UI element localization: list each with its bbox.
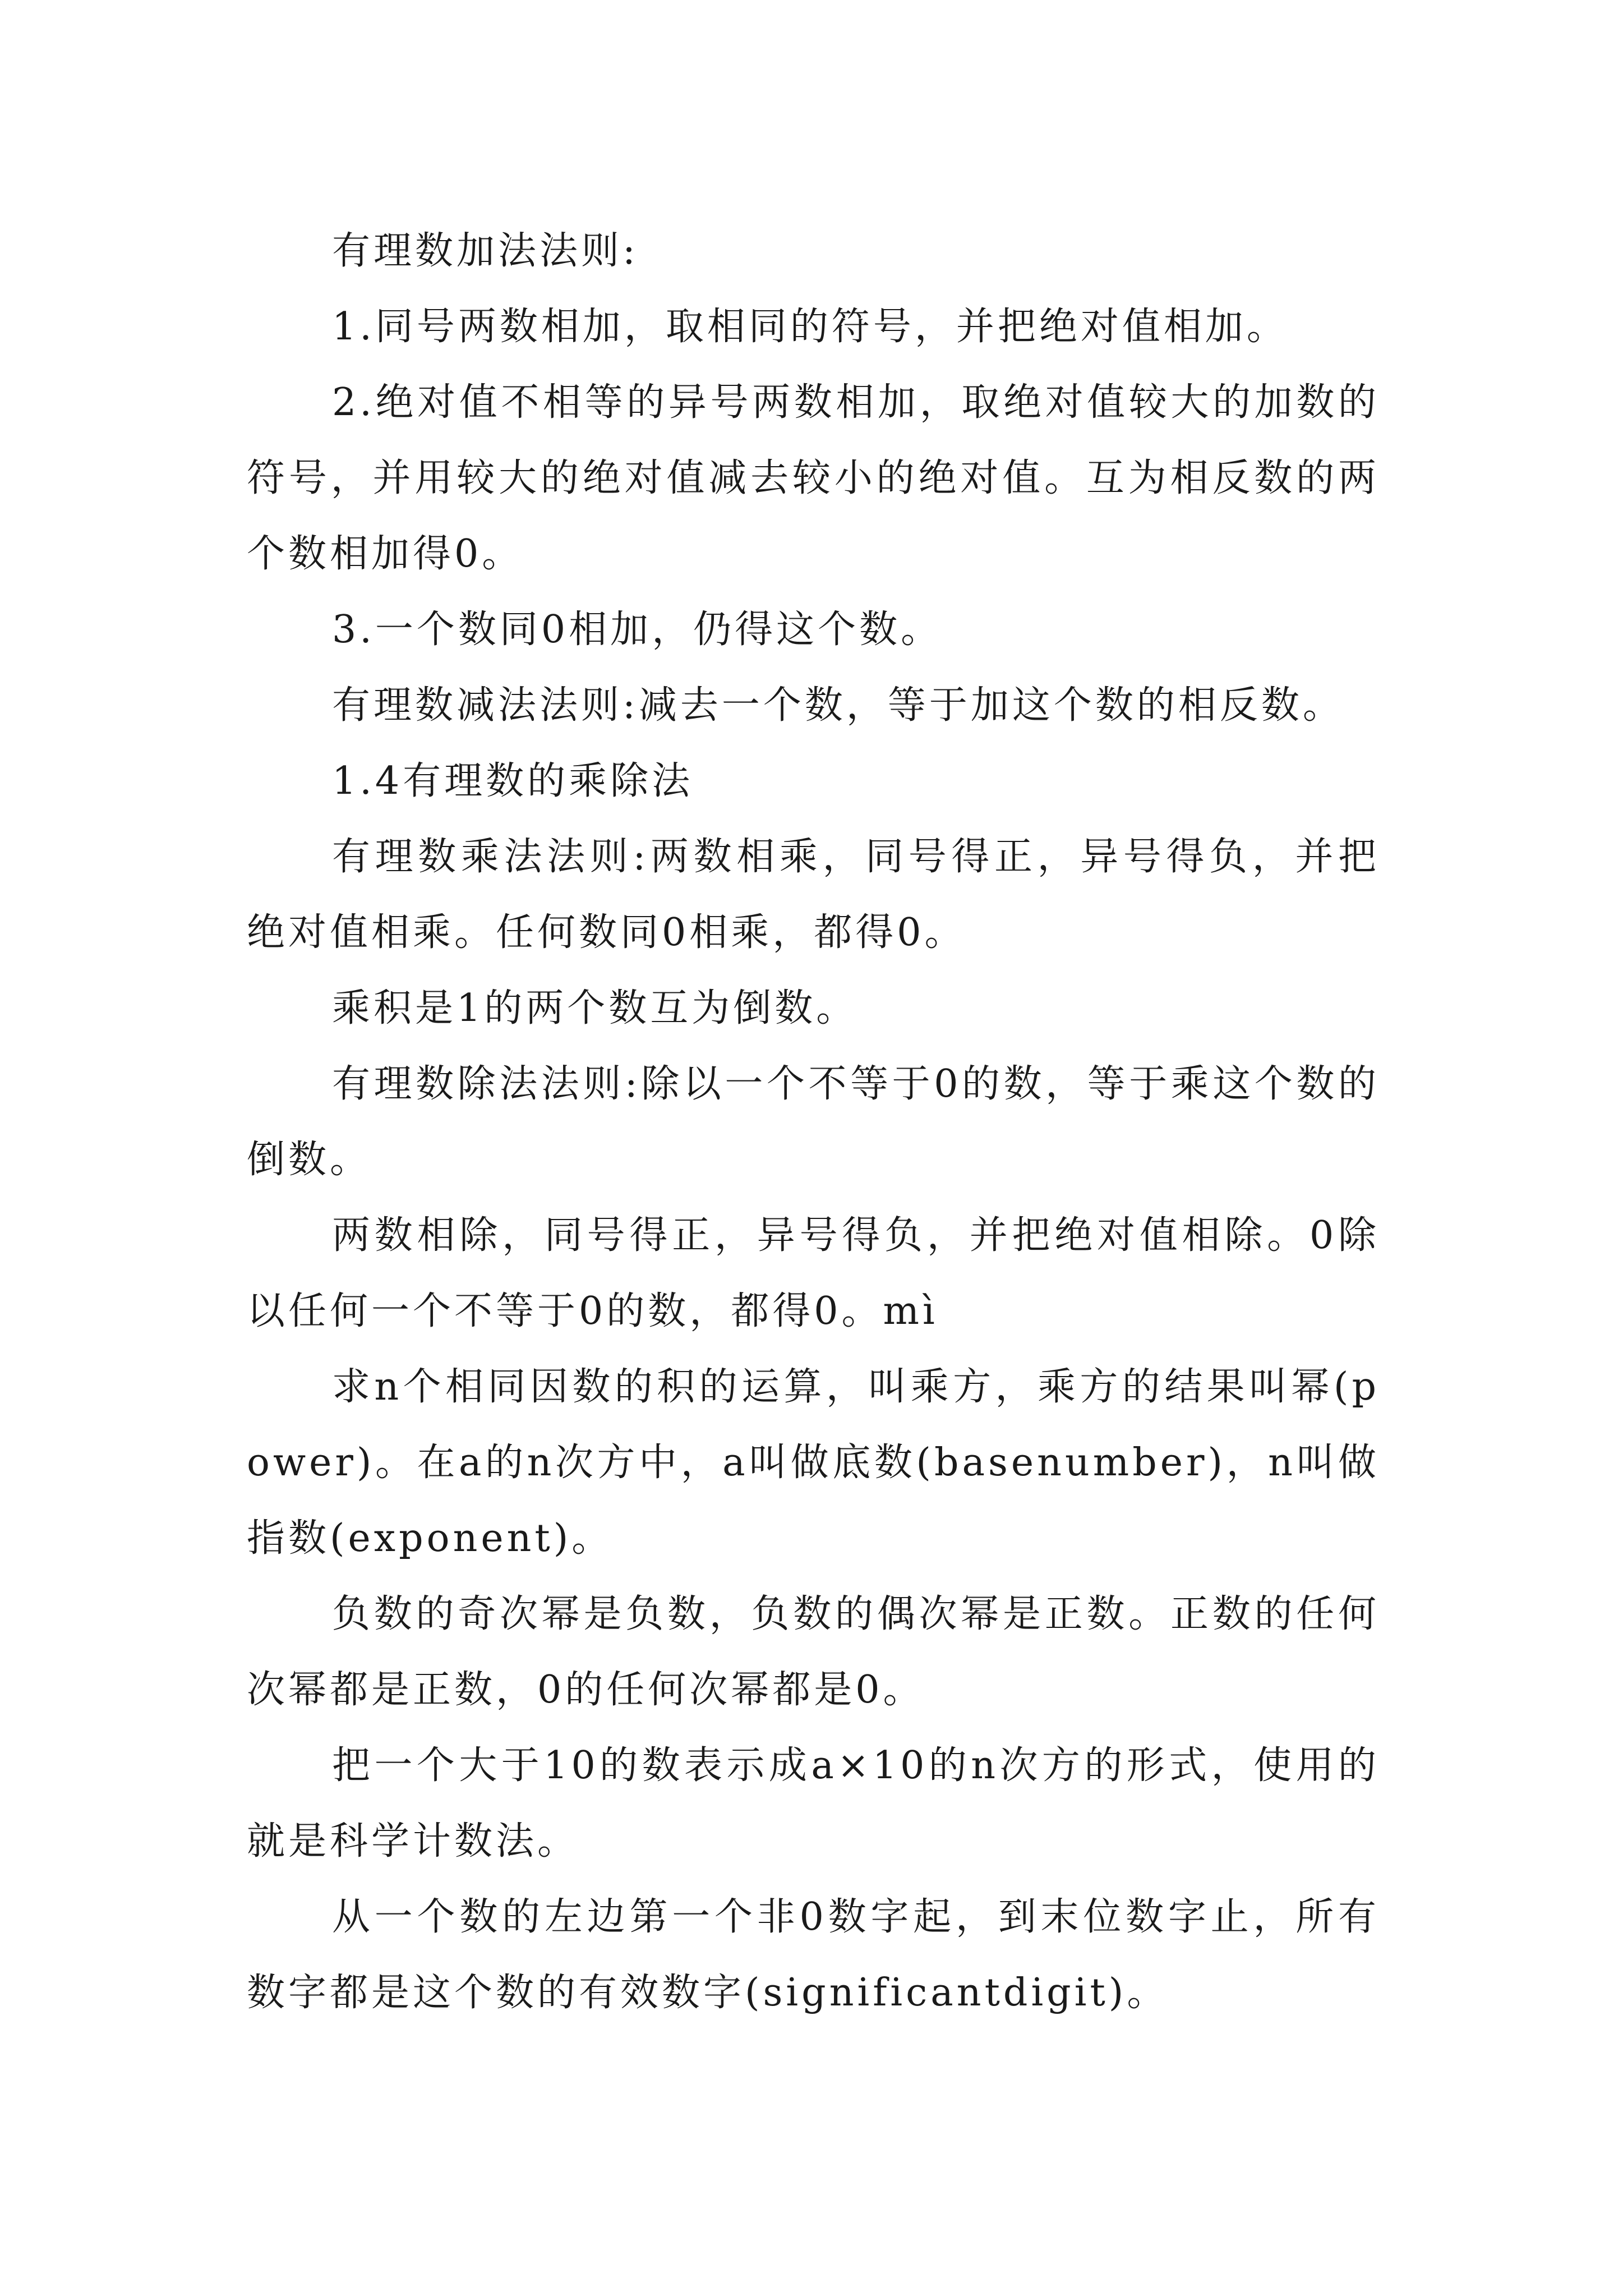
- paragraph-scientific-notation: 把一个大于10的数表示成a×10的n次方的形式，使用的就是科学计数法。: [247, 1743, 1380, 1864]
- paragraph-division-signs: 两数相除，同号得正，异号得负，并把绝对值相除。0除以任何一个不等于0的数，都得0。mì: [247, 1213, 1380, 1333]
- document-body: [247, 213, 1380, 2031]
- paragraph-addition-rule-2: 2.绝对值不相等的异号两数相加，取绝对值较大的加数的符号，并用较大的绝对值减去较小的绝对值。互为相反数的两个数相加得0。: [247, 380, 1380, 576]
- paragraph-addition-rule-heading: 有理数加法法则:: [332, 229, 639, 273]
- paragraph-division-rule: 有理数除法法则:除以一个不等于0的数，等于乘这个数的倒数。: [247, 1062, 1380, 1182]
- paragraph-addition-rule-3: 3.一个数同0相加，仍得这个数。: [332, 608, 943, 652]
- paragraph-significant-digits: 从一个数的左边第一个非0数字起，到末位数字止，所有数字都是这个数的有效数字(significantdigit)。: [247, 1895, 1380, 2015]
- section-heading-multiplication-division: 1.4有理数的乘除法: [332, 759, 694, 803]
- paragraph-power-definition: 求n个相同因数的积的运算，叫乘方，乘方的结果叫幂(power)。在a的n次方中，a叫做底数(basenumber)，n叫做指数(exponent)。: [247, 1365, 1380, 1561]
- paragraph-addition-rule-1: 1.同号两数相加，取相同的符号，并把绝对值相加。: [332, 305, 1288, 349]
- paragraph-multiplication-rule: 有理数乘法法则:两数相乘，同号得正，异号得负，并把绝对值相乘。任何数同0相乘，都得0。: [247, 835, 1380, 955]
- paragraph-subtraction-rule: 有理数减法法则:减去一个数，等于加这个数的相反数。: [332, 683, 1344, 728]
- paragraph-power-signs: 负数的奇次幂是负数，负数的偶次幂是正数。正数的任何次幂都是正数，0的任何次幂都是0。: [247, 1592, 1380, 1712]
- paragraph-reciprocal: 乘积是1的两个数互为倒数。: [332, 986, 858, 1030]
